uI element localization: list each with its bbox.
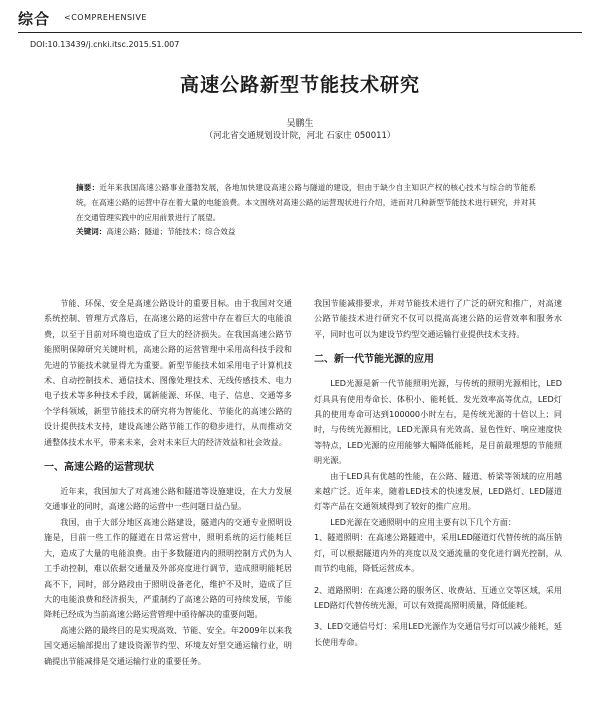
list-item: 1、隧道照明：在高速公路隧道中，采用LED隧道灯代替传统的高压钠灯，可以根据隧道内外的亮度以及交通流量的变化进行调光控制，从而节约电能，降低运营成本。	[314, 532, 562, 574]
journal-header	[18, 8, 582, 30]
abstract-label: 摘要：	[76, 183, 100, 192]
paragraph: LED光源在交通照明中的应用主要有以下几个方面：	[330, 516, 517, 527]
paragraph: 由于LED具有优越的性能，在公路、隧道、桥梁等领域的应用越来越广泛。近年来，随着LED技术的快速发展，LED路灯、LED隧道灯等产品在交通领域得到了较好的推广应用。	[314, 470, 562, 512]
affiliation: （河北省交通规划设计院，河北 石家庄 050011）	[204, 131, 396, 141]
abstract	[76, 180, 536, 225]
list-item: 2、道路照明：在高速公路的服务区、收费站、互通立交等区域，采用LED路灯代替传统光源，可以有效提高照明质量，降低能耗。	[314, 584, 562, 610]
author: 吴鹏生	[286, 119, 314, 129]
doi: DOI:10.13439/j.cnki.itsc.2015.S1.007	[30, 40, 180, 49]
section-tag: 综合	[18, 10, 51, 28]
paragraph: 我国，由于大部分地区高速公路建设，隧道内的交通专业照明设施是，目前一些工作的隧道在日常运营中，照明系统的运行能耗巨大，造成了大量的电能浪费。由于多数隧道内的照明控制方式仍为人工手动控制，难以依据交通量及外部亮度进行调节，造成照明能耗居高不下，同时，部分路段由于照明设备老化，维护不及时，造成了巨大的电能浪费和经济损失，严重制约了高速公路的可持续发展，节能降耗已经成为当前高速公路运营管理中亟待解决的重要问题。	[44, 516, 292, 620]
paragraph: 我国节能减排要求，并对节能技术进行了广泛的研究和推广，对高速公路节能技术进行研究不仅可以提高高速公路的运营效率和服务水平，同时也可以为建设节约型交通运输行业提供技术支持。	[314, 298, 562, 339]
section-subtitle: <COMPREHENSIVE	[64, 13, 147, 22]
right-column	[314, 296, 562, 650]
abstract-text: 近年来我国高速公路事业蓬勃发展，各地加快建设高速公路与隧道的建设，但由于缺少自主知识产权的核心技术与综合的节能系统，在高速公路的运营中存在着大量的电能浪费。本文围绕对高速公路的运营现状进行介绍，进而对几种新型节能技术进行研究，并对其在交通管理实践中的应用前景进行了展望。	[76, 183, 536, 222]
section-heading-2: 二、新一代节能光源的应用	[314, 354, 434, 366]
paper-title: 高速公路新型节能技术研究	[179, 74, 420, 96]
keywords-label: 关键词：	[76, 227, 107, 236]
keywords	[76, 226, 536, 237]
keywords-text: 高速公路；隧道；节能技术；综合效益	[106, 227, 236, 236]
section-heading-1: 一、高速公路的运营现状	[44, 462, 154, 474]
paragraph: 高速公路的最终目的是实现高效、节能、安全。年2009年以来我国交通运输部提出了建设资源节约型、环境友好型交通运输行业，明确提出节能减排是交通运输行业的重要任务。	[44, 624, 292, 666]
paragraph: LED光源是新一代节能照明光源，与传统的照明光源相比，LED灯具具有使用寿命长、体积小、能耗低、发光效率高等优点，LED灯具的使用寿命可达到100000小时左右，是传统光源的十倍以上；同时，与传统光源相比，LED光源具有光效高、显色性好、响应速度快等特点，LED光源的应用能够大幅降低能耗，是目前最理想的节能照明光源。	[314, 378, 562, 466]
paragraph: 近年来，我国加大了对高速公路和隧道等设施建设，在大力发展交通事业的同时，高速公路的运营中一些问题日益凸显。	[44, 486, 292, 512]
header-rule	[18, 32, 582, 33]
left-column	[44, 296, 292, 669]
intro-paragraph: 节能、环保、安全是高速公路设计的重要目标。由于我国对交通系统控制、管理方式落后，在高速公路的运营中存在着巨大的电能浪费，以至于目前对环境也造成了巨大的经济损失。在我国高速公路节能照明保障研究关键时机，高速公路的运营管理中采用高科技手段和先进的节能技术就显得尤为重要。新型节能技术如采用电子计算机技术、自动控制技术、通信技术、图像处理技术、无线传感技术、电力电子技术等多种技术手段，属新能源、环保、电子、信息、交通等多个学科领域，新型节能技术的研究将为智能化、节能化的高速公路的设计提供技术支持，建设高速公路节能工作的稳步进行，从而推动交通整体技术水平，带来未来，会对未来巨大的经济效益和社会效益。	[44, 298, 292, 447]
list-item: 3、LED交通信号灯：采用LED光源作为交通信号灯可以减少能耗，延长使用寿命。	[314, 621, 562, 647]
